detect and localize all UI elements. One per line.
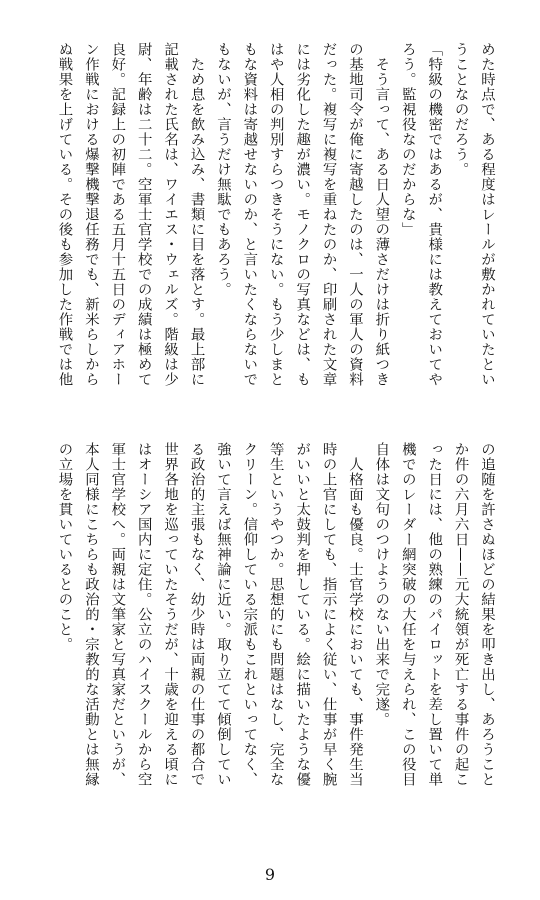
text-line: ため息を飲み込み、書類に目を落とす。最上部に [188, 42, 205, 387]
text-line: がいいと太鼓判を押している。絵に描いたような優 [294, 442, 311, 787]
text-line: 良好。記録上の初陣である五月十五日のディアホー [109, 42, 126, 387]
text-line: る政治的主張もなく、幼少時は両親の仕事の都合で [188, 442, 205, 787]
text-line: 「特級の機密ではあるが、貴様には教えておいてや [426, 42, 443, 387]
text-line: 時の上官にしても、指示によく従い、仕事が早く腕 [320, 442, 337, 787]
text-line: の基地司令が俺に寄越したのは、一人の軍人の資料 [346, 42, 363, 387]
text-line: だった。複写に複写を重ねたのか、印刷された文章 [320, 42, 337, 387]
text-line: の追随を許さぬほどの結果を叩き出し、あろうこと [479, 442, 495, 787]
text-line: ン作戦における爆撃機撃退任務でも、新米らしから [82, 42, 99, 387]
text-line: クリーン。信仰している宗派もこれといってなく、 [241, 442, 258, 787]
text-line: 機でのレーダー網突破の大任を与えられ、この役目 [399, 442, 416, 787]
text-line: めた時点で、ある程度はレールが敷かれていたとい [479, 42, 495, 387]
text-line: もな資料は寄越せないのか、と言いたくならないで [241, 42, 258, 387]
text-line: 強いて言えば無神論に近い。取り立てて傾倒してい [214, 442, 231, 787]
text-line: 本人同様にこちらも政治的・宗教的な活動とは無縁 [82, 442, 99, 787]
text-line: はオーシア国内に定住。公立のハイスクールから空 [135, 442, 152, 787]
text-line: ぬ戦果を上げている。その後も参加した作戦では他 [56, 42, 73, 387]
text-line: 軍士官学校へ。両親は文筆家と写真家だというが、 [109, 442, 126, 787]
text-line: 等生というやつか。思想的にも問題はなし、完全な [267, 442, 284, 787]
text-line: 人格面も優良。士官学校においても、事件発生当 [346, 442, 363, 787]
text-line: った日には、他の熟練のパイロットを差し置いて単 [426, 442, 443, 787]
text-line: の立場を貫いているとのこと。 [56, 442, 73, 652]
text-line: 自体は文句のつけようのない出来で完遂。 [373, 442, 390, 727]
upper-text-block [56, 42, 500, 414]
text-line: 記載された氏名は、ワイエス・ウェルズ。階級は少 [162, 42, 179, 387]
text-line: はや人相の判別すらつきそうにない。もう少しまと [267, 42, 284, 387]
text-line: うことなのだろう。 [452, 42, 469, 177]
text-line: か件の六月六日——元大統領が死亡する事件の起こ [452, 442, 469, 787]
text-line: には劣化した趣が濃い。モノクロの写真などは、も [294, 42, 311, 387]
text-line: ろう。監視役なのだからな」 [399, 42, 416, 237]
text-line: 世界各地を巡っていたそうだが、十歳を迎える頃に [162, 442, 179, 787]
text-line: そう言って、ある日人望の薄さだけは折り紙つき [373, 42, 390, 387]
text-line: もないが、言うだけ無駄でもあろう。 [214, 42, 231, 297]
lower-text-block [56, 442, 500, 814]
page-number: 9 [264, 865, 276, 884]
text-line: 尉、年齢は二十二。空軍士官学校での成績は極めて [135, 42, 152, 387]
